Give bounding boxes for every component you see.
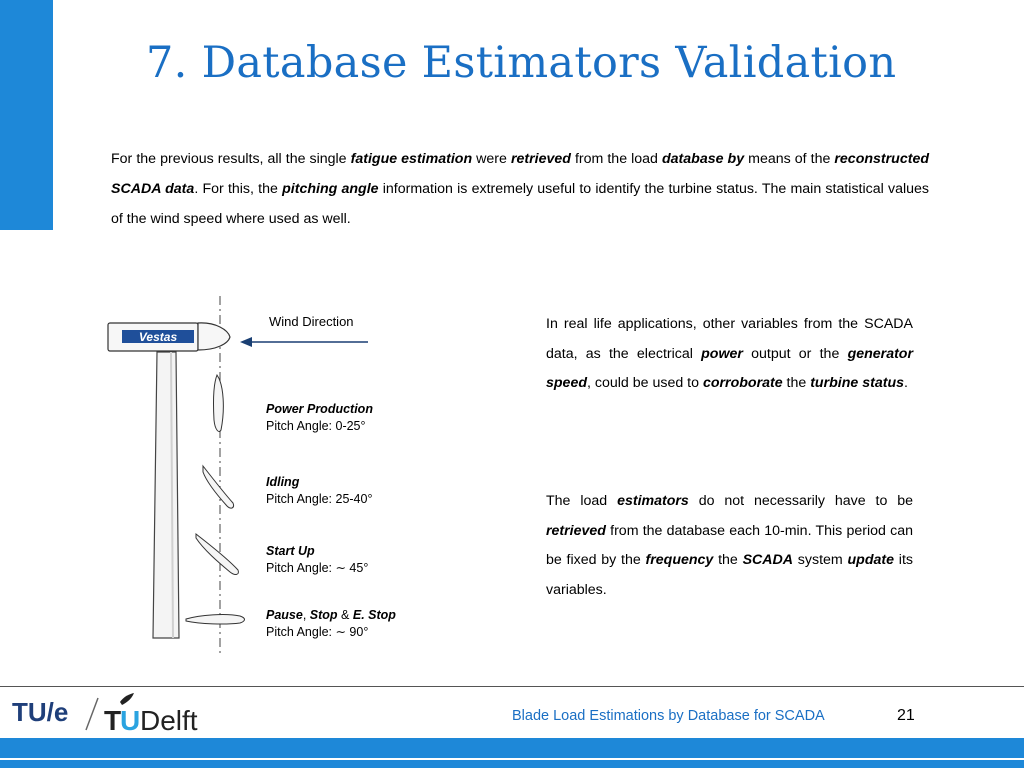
tue-logo: TU/e <box>12 697 69 727</box>
tudelft-logo-text: Delft <box>140 705 198 735</box>
footer-title: Blade Load Estimations by Database for SCADA <box>512 708 825 724</box>
state-name: Idling <box>266 475 300 489</box>
state-idling <box>266 474 372 508</box>
slide-title: 7. Database Estimators Validation <box>146 38 897 88</box>
tudelft-logo-u: U <box>120 705 141 735</box>
vestas-logo: Vestas <box>138 330 178 344</box>
wind-direction-label: Wind Direction <box>269 314 354 329</box>
wind-arrow-head <box>240 337 252 347</box>
bottom-bar <box>0 738 1024 768</box>
blade-pause-stop <box>186 615 245 624</box>
state-start-up <box>266 543 368 577</box>
state-pitch: Pitch Angle: 0-25° <box>266 419 366 433</box>
state-name: Power Production <box>266 402 373 416</box>
accent-block <box>0 0 53 230</box>
state-name: Pause, Stop & E. Stop <box>266 608 396 622</box>
state-power-production <box>266 401 373 435</box>
logo-separator <box>86 698 98 730</box>
page-number: 21 <box>897 707 915 724</box>
blade-power-production <box>213 375 223 432</box>
hub-spinner <box>198 323 230 350</box>
state-pause-stop <box>266 607 396 641</box>
state-pitch: Pitch Angle: ∼ 90° <box>266 625 369 639</box>
right-paragraph-2: The load estimators do not necessarily have to be retrieved from the database each 10-min. This period can be fixed by the frequency the SCADA system update its variables. <box>546 493 914 598</box>
tudelft-logo-t: T <box>104 705 122 735</box>
tower <box>153 352 179 638</box>
right-paragraph-1: In real life applications, other variables from the SCADA data, as the electrical power output or the generator speed, could be used to corroborate the turbine status. <box>546 316 913 391</box>
footer-divider <box>0 686 1024 687</box>
bottom-bar-stripe <box>0 758 1024 760</box>
logos-svg <box>12 690 232 735</box>
state-pitch: Pitch Angle: ∼ 45° <box>266 561 369 575</box>
turbine-diagram <box>100 290 440 660</box>
state-name: Start Up <box>266 544 315 558</box>
blade-idling <box>203 466 234 508</box>
blade-start-up <box>196 534 238 574</box>
state-pitch: Pitch Angle: 25-40° <box>266 492 373 506</box>
university-logos <box>12 690 232 735</box>
tudelft-flame-icon <box>120 693 134 705</box>
intro-paragraph: For the previous results, all the single fatigue estimation were retrieved from the load database by means of the reconstructed SCADA data. For this, the pitching angle information is extremely useful to identify the turbine status. The main statistical values of the wind speed where used as well. <box>111 151 929 227</box>
